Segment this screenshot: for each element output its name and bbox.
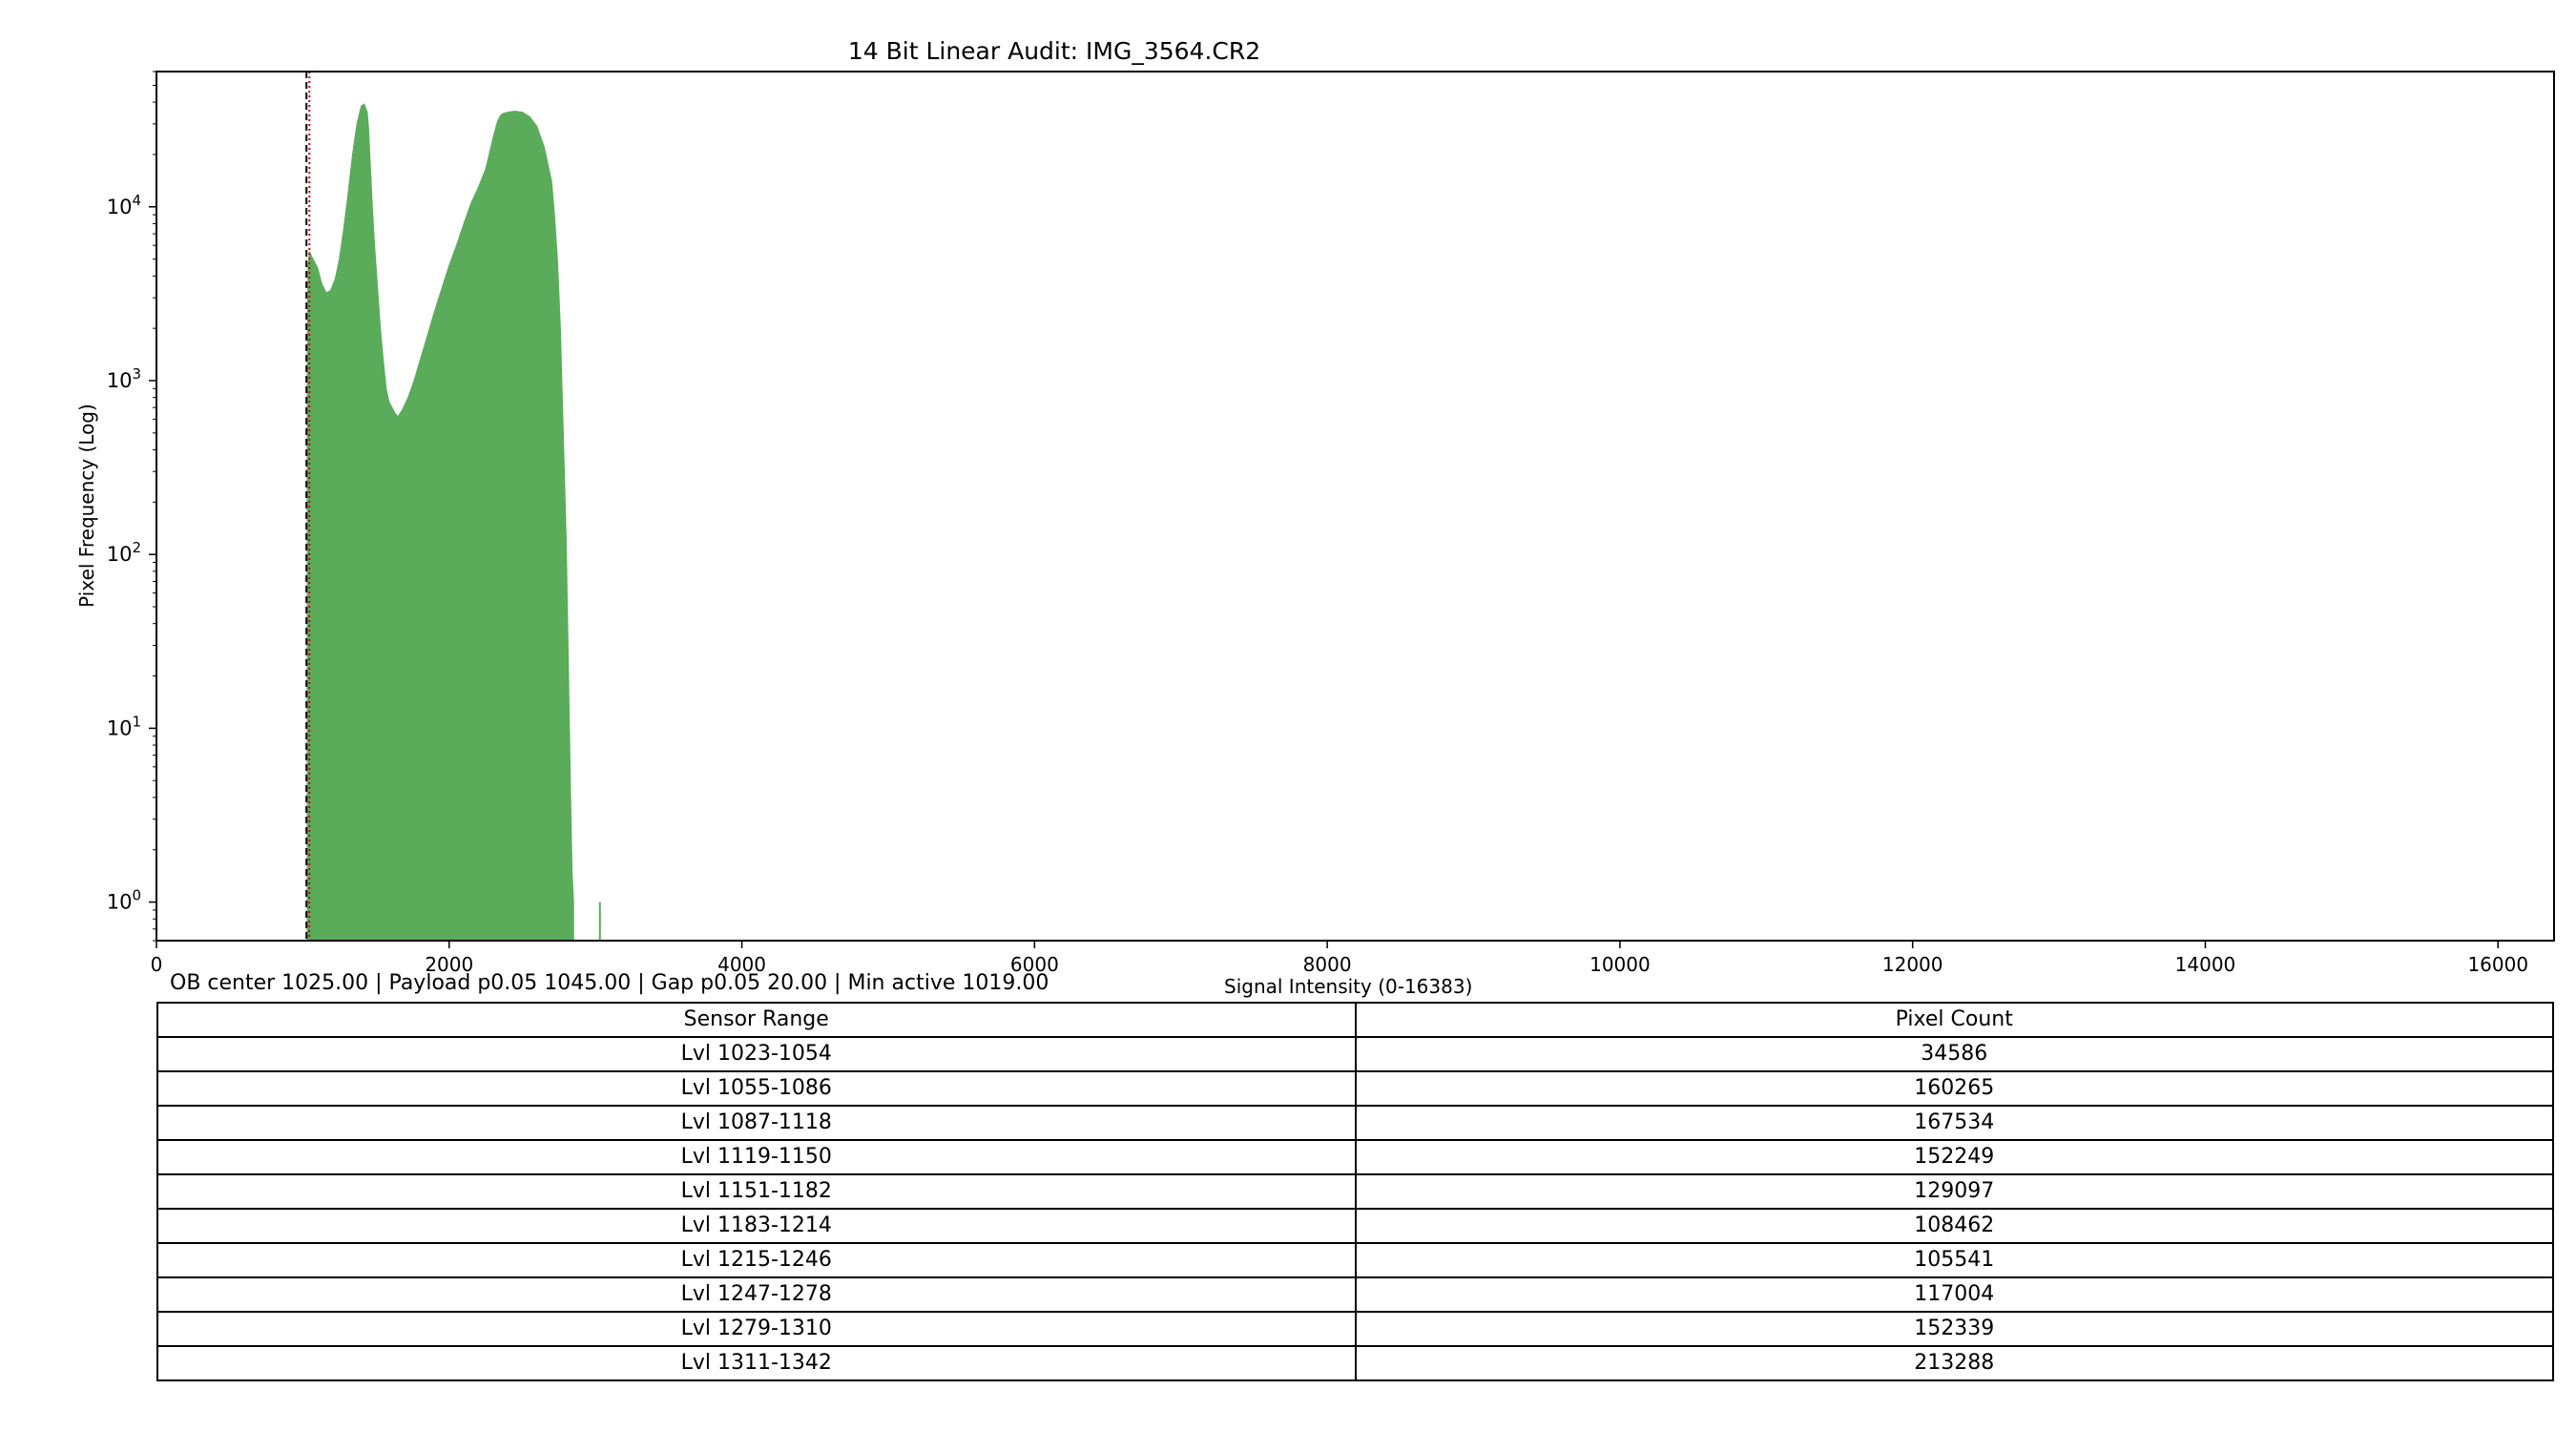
x-tick-label: 16000: [2467, 953, 2529, 976]
x-tick-label: 4000: [717, 953, 767, 976]
table-row: [157, 1140, 2553, 1174]
table-row: [157, 1312, 2553, 1346]
pixel-count-cell: 117004: [1356, 1277, 2554, 1312]
y-tick-label: $10^2$: [106, 539, 141, 567]
sensor-range-cell: Lvl 1183-1214: [157, 1209, 1356, 1243]
sensor-range-cell: Lvl 1119-1150: [157, 1140, 1356, 1174]
stats-summary: OB center 1025.00 | Payload p0.05 1045.00 | Gap p0.05 20.00 | Min active 1019.00: [170, 971, 1049, 995]
sensor-range-cell: Lvl 1151-1182: [157, 1174, 1356, 1209]
y-tick-label: $10^4$: [106, 191, 141, 218]
pixel-count-cell: 105541: [1356, 1243, 2554, 1277]
sensor-range-cell: Lvl 1279-1310: [157, 1312, 1356, 1346]
sensor-range-cell: Lvl 1023-1054: [157, 1037, 1356, 1071]
sensor-range-cell: Lvl 1311-1342: [157, 1346, 1356, 1380]
x-tick-label: 8000: [1302, 953, 1352, 976]
histogram-series-area: [307, 104, 573, 941]
column-header-pixel-count: Pixel Count: [1356, 1003, 2554, 1037]
y-tick-label: $10^1$: [106, 713, 141, 740]
x-tick-label: 6000: [1009, 953, 1059, 976]
pixel-count-cell: 108462: [1356, 1209, 2554, 1243]
column-header-sensor-range: Sensor Range: [157, 1003, 1356, 1037]
table-row: [157, 1106, 2553, 1140]
plot-layer: [306, 72, 600, 941]
pixel-count-cell: 213288: [1356, 1346, 2554, 1380]
table-row: [157, 1174, 2553, 1209]
table-row: [157, 1346, 2553, 1380]
table-row: [157, 1037, 2553, 1071]
table-row: [157, 1071, 2553, 1106]
y-tick-label: $10^3$: [106, 364, 141, 392]
x-tick-label: 2000: [425, 953, 474, 976]
pixel-count-cell: 152339: [1356, 1312, 2554, 1346]
pixel-count-cell: 152249: [1356, 1140, 2554, 1174]
table-body: [157, 1037, 2553, 1380]
table-row: [157, 1243, 2553, 1277]
pixel-count-cell: 160265: [1356, 1071, 2554, 1106]
sensor-range-cell: Lvl 1247-1278: [157, 1277, 1356, 1312]
y-tick-label: $10^0$: [106, 886, 141, 914]
sensor-range-cell: Lvl 1215-1246: [157, 1243, 1356, 1277]
table-row: [157, 1209, 2553, 1243]
x-axis-label: Signal Intensity (0-16383): [1224, 975, 1473, 998]
pixel-count-cell: 34586: [1356, 1037, 2554, 1071]
sensor-range-cell: Lvl 1055-1086: [157, 1071, 1356, 1106]
table-header-row: [157, 1003, 2553, 1037]
sensor-range-table: [156, 1002, 2554, 1381]
y-tick-layer: [107, 72, 156, 941]
table-row: [157, 1277, 2553, 1312]
x-tick-label: 12000: [1881, 953, 1943, 976]
chart-title: 14 Bit Linear Audit: IMG_3564.CR2: [847, 37, 1261, 65]
x-tick-label: 10000: [1589, 953, 1651, 976]
x-tick-label: 14000: [2174, 953, 2236, 976]
pixel-count-cell: 129097: [1356, 1174, 2554, 1209]
x-tick-label: 0: [150, 953, 163, 976]
y-axis-label: Pixel Frequency (Log): [75, 404, 98, 608]
pixel-count-cell: 167534: [1356, 1106, 2554, 1140]
sensor-range-cell: Lvl 1087-1118: [157, 1106, 1356, 1140]
